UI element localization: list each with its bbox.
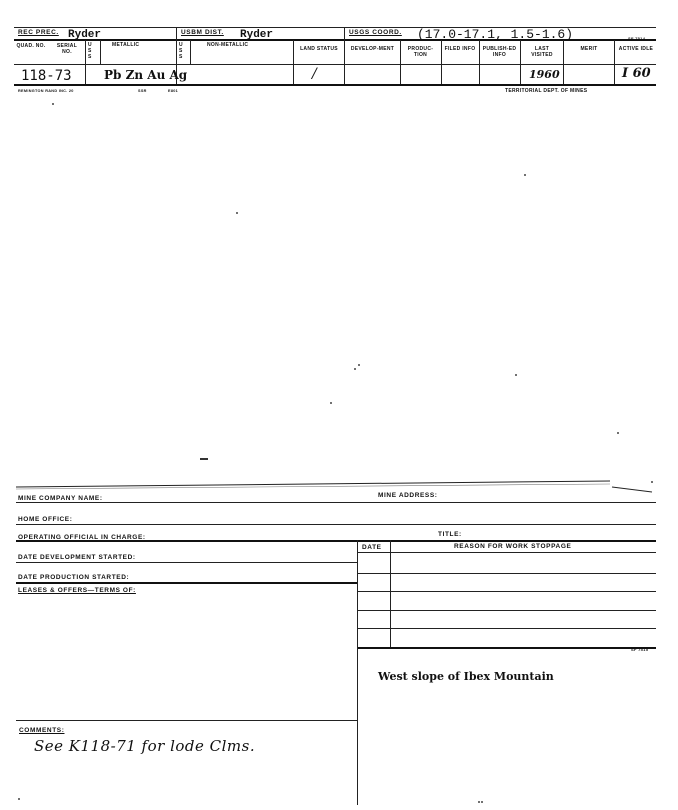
metallic-value: Pb Zn Au Ag [104,68,188,82]
last-visited-value: 1960 [529,68,560,81]
col-uss-2: U S S [179,42,183,60]
quad-serial-value: 118-73 [21,68,72,84]
usgs-coord-value: (17.0-17.1, 1.5-1.6) [417,27,574,42]
rec-prec-value: Ryder [68,29,102,41]
leases-offers-label: LEASES & OFFERS—TERMS OF: [18,587,136,594]
printer-imprint: REMINGTON RAND INC. 20 [18,89,74,93]
col-non-metallic: NON-METALLIC [207,42,249,48]
form-number-top: SF 7514 [628,36,646,41]
active-idle-value: I 60 [622,66,651,81]
comments-label: COMMENTS: [19,727,65,734]
col-metallic: METALLIC [112,42,140,48]
title-label: TITLE: [438,531,462,538]
home-office-label: HOME OFFICE: [18,516,73,523]
date-production-started-label: DATE PRODUCTION STARTED: [18,574,130,581]
col-serial: SERIAL NO. [56,43,78,55]
mine-address-label: MINE ADDRESS: [378,492,438,499]
col-filed-info: FILED INFO [444,46,476,52]
col-land-status: LAND STATUS [300,46,338,52]
usbm-dist-label: USBM DIST. [181,29,224,36]
operating-official-label: OPERATING OFFICIAL IN CHARGE: [18,534,146,541]
location-note: West slope of Ibex Mountain [378,670,554,683]
col-uss-1: U S S [88,42,92,60]
col-quad: QUAD. NO. [16,43,46,49]
land-status-value: / [312,66,317,82]
rec-prec-label: REC PREC. [18,29,59,36]
date-column-header: DATE [362,544,382,551]
imprint-code-2: E801 [168,89,179,93]
usbm-dist-value: Ryder [240,29,274,41]
department-imprint: TERRITORIAL DEPT. OF MINES [505,88,588,94]
usgs-coord-label: USGS COORD. [349,29,402,36]
col-published-info: PUBLISH-ED INFO [482,46,517,58]
col-production: PRODUC-TION [407,46,434,58]
date-development-started-label: DATE DEVELOPMENT STARTED: [18,554,136,561]
col-merit: MERIT [580,46,598,52]
col-development: DEVELOP-MENT [350,46,395,52]
col-active-idle: ACTIVE IDLE [618,46,654,52]
col-last-visited: LAST VISITED [531,46,553,58]
form-number-bottom: SF 7515 [631,647,649,652]
comments-value: See K118-71 for lode Clms. [34,737,256,755]
imprint-code-1: SSR [138,89,147,93]
mine-company-name-label: MINE COMPANY NAME: [18,495,103,502]
work-stoppage-header: REASON FOR WORK STOPPAGE [454,543,572,550]
